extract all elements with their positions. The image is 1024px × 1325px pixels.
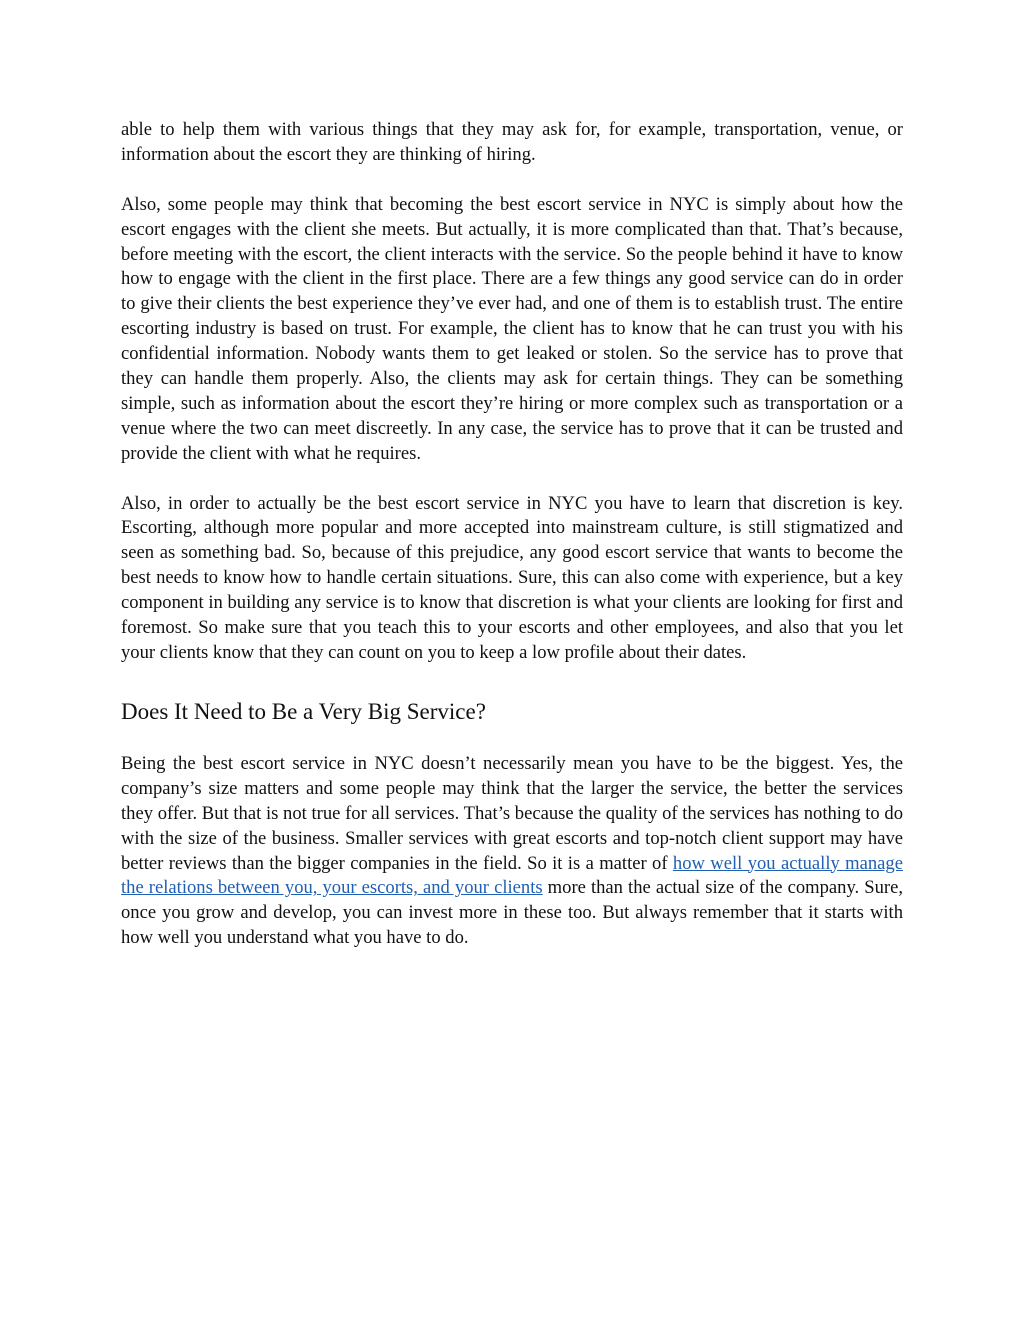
paragraph-discretion: Also, in order to actually be the best escort service in NYC you have to learn that discretion is key. Escorting, although more popular and more accepted into mainstream culture, is still stigmatized and seen as something bad. So, because of this prejudice, any good escort service that wants to become the best needs to know how to handle certain situations. Sure, this can also come with experience, but a key component in building any service is to know that discretion is what your clients are looking for first and foremost. So make sure that you teach this to your escorts and other employees, and also that you let your clients know that they can count on you to keep a low profile about their dates.	[121, 492, 903, 663]
relations-link[interactable]: how well you actually manage the relations between you, your escorts, and your clients	[121, 852, 903, 899]
paragraph-size	[121, 752, 903, 951]
paragraph-continuation: able to help them with various things that they may ask for, for example, transportation, venue, or information about the escort they are thinking of hiring.	[121, 119, 903, 165]
paragraph-trust: Also, some people may think that becoming the best escort service in NYC is simply about how the escort engages with the client she meets. But actually, it is more complicated than that. That’s because, before meeting with the escort, the client interacts with the service. So the people behind it have to know how to engage with the client in the first place. There are a few things any good service can do in order to give their clients the best experience they’ve ever had, and one of them is to establish trust. The entire escorting industry is based on trust. For example, the client has to know that he can trust you with his confidential information. Nobody wants them to get leaked or stolen. So the service has to prove that they can handle them properly. Also, the clients may ask for certain things. They can be something simple, such as information about the escort they’re hiring or more complex such as transportation or a venue where the two can meet discreetly. In any case, the service has to prove that it can be trusted and provide the client with what he requires.	[121, 193, 903, 464]
section-heading: Does It Need to Be a Very Big Service?	[121, 698, 486, 724]
paragraph-size-text-before-link: Being the best escort service in NYC doesn’t necessarily mean you have to be the biggest. Yes, the company’s size matters and some people may think that the larger the service, the better the services they offer. But that is not true for all services. That’s because the quality of the services has nothing to do with the size of the business. Smaller services with great escorts and top-notch client support may have better reviews than the bigger companies in the field. So it is a matter of	[121, 752, 903, 874]
paragraph-size-text-after-link: more than the actual size of the company. Sure, once you grow and develop, you can invest more in these too. But always remember that it starts with how well you understand what you have to do.	[121, 877, 903, 949]
document-page	[121, 118, 903, 976]
